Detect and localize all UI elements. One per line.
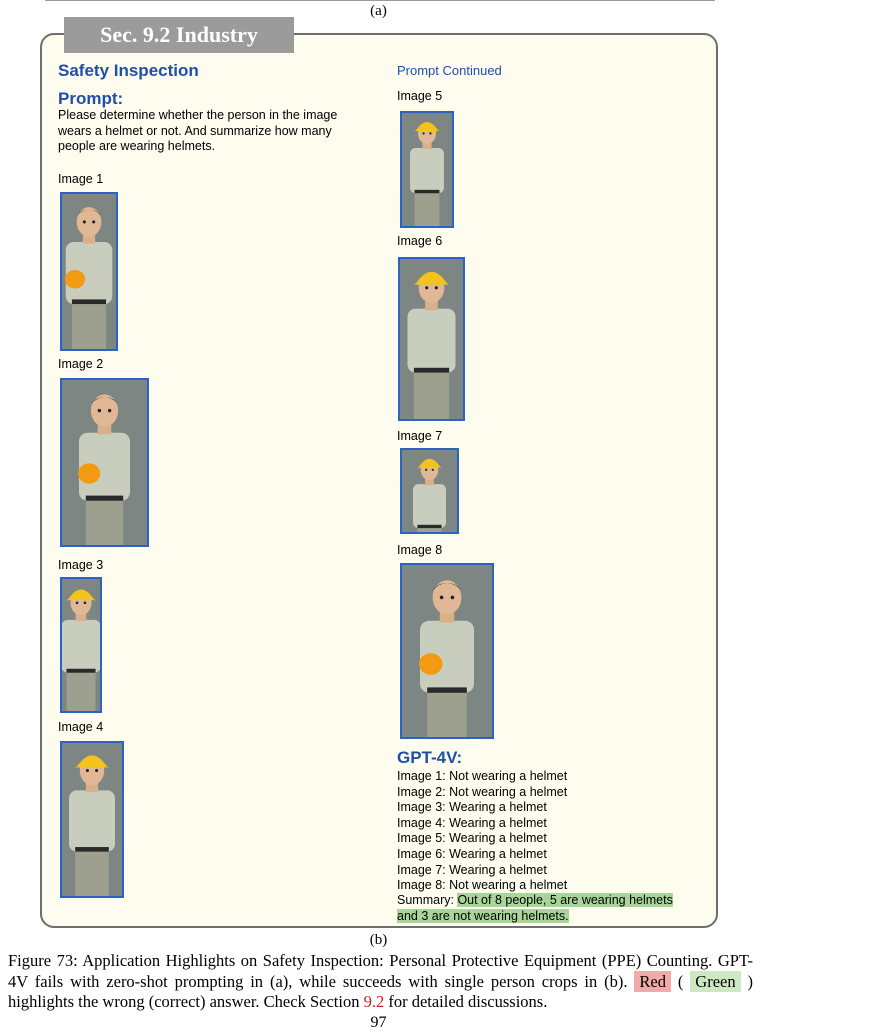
answer-line: Image 1: Not wearing a helmet xyxy=(397,769,568,783)
answer-line: Image 2: Not wearing a helmet xyxy=(397,784,568,799)
image-1-photo xyxy=(60,192,118,351)
image-label: Image 3 xyxy=(58,558,104,572)
summary-highlight: Out of 8 people, 5 are wearing helmets and 3 are not wearing helmets. xyxy=(397,893,673,923)
image-label: Image 2 xyxy=(58,357,104,371)
image-label: Image 6 xyxy=(397,234,443,248)
response-heading: GPT-4V: xyxy=(397,748,463,767)
answer-list xyxy=(397,769,567,894)
red-legend: Red xyxy=(634,971,671,992)
answer-line: Image 5: Wearing a helmet xyxy=(397,831,547,846)
worker-figure xyxy=(62,743,122,896)
image-3-photo xyxy=(60,577,102,713)
worker-figure xyxy=(402,450,457,532)
prompt-text: Please determine whether the person in the image wears a helmet or not. And summarize how many people are wearing helmets. xyxy=(58,108,338,153)
worker-figure xyxy=(402,565,492,737)
top-rule xyxy=(45,0,715,1)
worker-figure xyxy=(62,579,100,711)
image-label: Image 8 xyxy=(397,543,443,557)
image-5-photo xyxy=(400,111,454,228)
caption-text: Figure 73: Application Highlights on Safety Inspection: Personal Protective Equipment (PPE) Counting. GPT-4V fails with zero-shot prompting in (a), while succeeds with single person crops in (b). xyxy=(8,951,753,991)
answer-line: Image 6: Wearing a helmet xyxy=(397,846,547,861)
caption-text: ( xyxy=(671,971,691,991)
answer-line: Image 7: Wearing a helmet xyxy=(397,862,547,877)
answer-line: Image 3: Wearing a helmet xyxy=(397,800,547,815)
caption-text: for detailed discussions. xyxy=(384,992,548,1011)
image-4-photo xyxy=(60,741,124,898)
image-6-photo xyxy=(398,257,465,421)
image-label: Image 4 xyxy=(58,720,104,734)
green-legend: Green xyxy=(690,971,740,992)
image-label: Image 5 xyxy=(397,89,443,103)
panel-a-label: (a) xyxy=(370,3,387,19)
summary-prefix: Summary: xyxy=(397,893,458,907)
section-reference-link[interactable]: 9.2 xyxy=(363,992,385,1011)
caption-text: ) highlights the wrong (correct) answer. Check Section xyxy=(8,971,753,1011)
worker-figure xyxy=(62,194,116,349)
prompt-heading: Prompt: xyxy=(58,89,124,108)
worker-figure xyxy=(400,259,463,419)
image-8-photo xyxy=(400,563,494,739)
summary xyxy=(397,893,697,924)
image-7-photo xyxy=(400,448,459,534)
subheading: Safety Inspection xyxy=(58,61,199,80)
worker-figure xyxy=(62,380,147,545)
section-title: Sec. 9.2 Industry xyxy=(64,17,294,53)
panel-b-label: (b) xyxy=(369,932,388,948)
prompt-continued-heading: Prompt Continued xyxy=(397,63,502,78)
answer-line: Image 8: Not wearing a helmet xyxy=(397,878,568,893)
page-number: 97 xyxy=(370,1014,387,1031)
figure-caption xyxy=(8,951,753,1013)
image-label: Image 1 xyxy=(58,172,104,186)
image-label: Image 7 xyxy=(397,429,443,443)
image-2-photo xyxy=(60,378,149,547)
answer-line: Image 4: Wearing a helmet xyxy=(397,815,547,830)
worker-figure xyxy=(402,113,452,226)
